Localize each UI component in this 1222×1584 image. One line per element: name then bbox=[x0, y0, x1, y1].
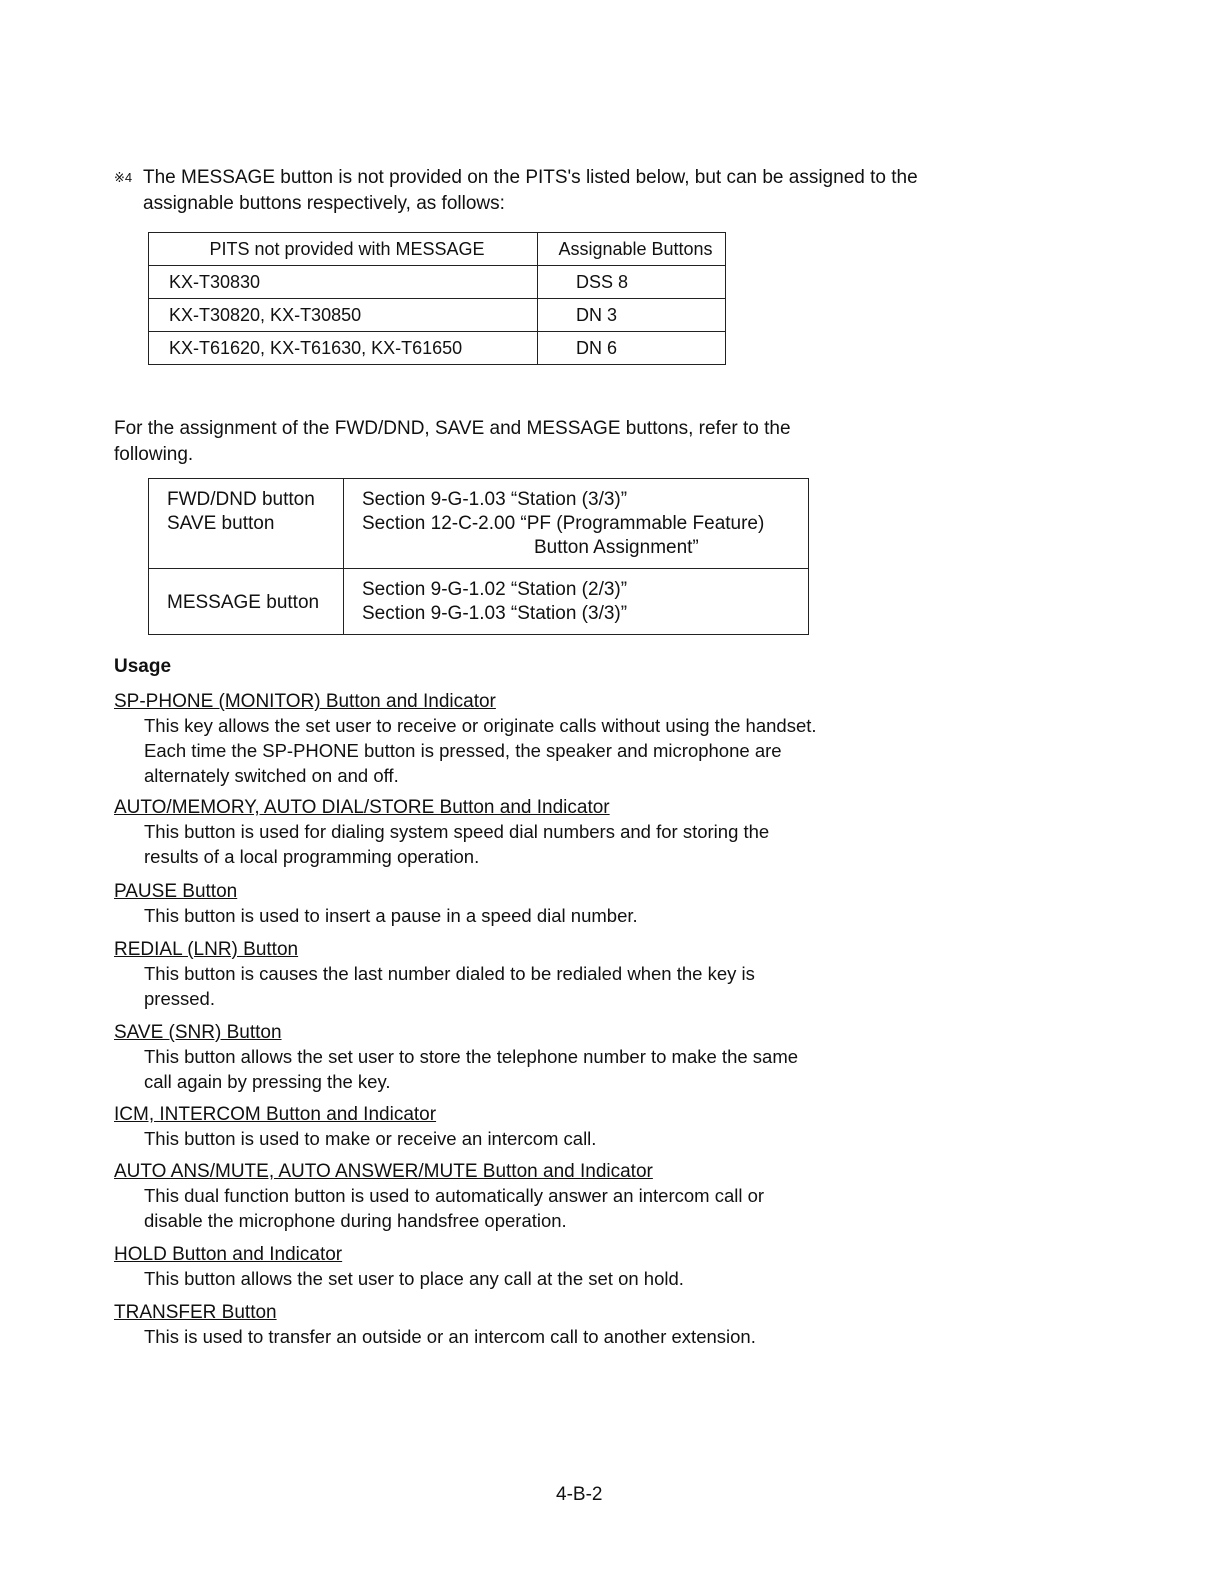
entry-description bbox=[114, 1324, 904, 1349]
description-line: This dual function button is used to automatically answer an intercom call or bbox=[144, 1185, 765, 1206]
description-line: This button is causes the last number dialed to be redialed when the key is bbox=[144, 963, 755, 984]
description-line: disable the microphone during handsfree operation. bbox=[144, 1210, 567, 1231]
entry-title: SP-PHONE (MONITOR) Button and Indicator bbox=[114, 691, 496, 712]
table-row bbox=[149, 332, 726, 365]
description-line: pressed. bbox=[144, 988, 215, 1009]
section-ref: Section 12-C-2.00 “PF (Programmable Feature) bbox=[362, 513, 765, 534]
entry-title: REDIAL (LNR) Button bbox=[114, 939, 299, 960]
button-name: MESSAGE button bbox=[167, 592, 320, 613]
description-line: This button is used for dialing system speed dial numbers and for storing the bbox=[144, 821, 770, 842]
section-refs-cell bbox=[344, 569, 809, 635]
footnote-marker: ※4 bbox=[114, 170, 133, 185]
section-ref: Section 9-G-1.03 “Station (3/3)” bbox=[362, 489, 628, 510]
section-refs-cell bbox=[344, 479, 809, 569]
entry-description bbox=[114, 713, 904, 788]
intro-line-1: For the assignment of the FWD/DND, SAVE and MESSAGE buttons, refer to the bbox=[114, 418, 791, 439]
entry-title: TRANSFER Button bbox=[114, 1302, 277, 1323]
usage-heading: Usage bbox=[114, 656, 172, 677]
entry-description bbox=[114, 1183, 904, 1233]
entry-description bbox=[114, 1126, 904, 1151]
button-names-cell bbox=[149, 479, 344, 569]
entry-description bbox=[114, 1266, 904, 1291]
entry-description bbox=[114, 1044, 904, 1094]
description-line: This is used to transfer an outside or an intercom call to another extension. bbox=[144, 1326, 756, 1347]
header-pits: PITS not provided with MESSAGE bbox=[149, 233, 538, 266]
usage-entry-hold bbox=[114, 1243, 914, 1291]
intro-line-2: following. bbox=[114, 444, 194, 465]
pits-model-cell: KX-T30830 bbox=[149, 266, 538, 299]
assignable-button-cell: DN 6 bbox=[538, 332, 726, 365]
entry-title: HOLD Button and Indicator bbox=[114, 1244, 343, 1265]
assignable-button-cell: DSS 8 bbox=[538, 266, 726, 299]
entry-description bbox=[114, 903, 904, 928]
usage-entry-transfer bbox=[114, 1301, 914, 1349]
description-line: This button is used to make or receive an intercom call. bbox=[144, 1128, 597, 1149]
entry-title: PAUSE Button bbox=[114, 881, 238, 902]
section-ref: Button Assignment” bbox=[534, 537, 699, 558]
pits-table bbox=[148, 232, 726, 365]
usage-entry-sp-phone bbox=[114, 690, 914, 788]
usage-entry-auto-memory bbox=[114, 796, 914, 869]
description-line: This button allows the set user to place any call at the set on hold. bbox=[144, 1268, 684, 1289]
footnote-line-2: assignable buttons respectively, as follows: bbox=[143, 193, 505, 214]
button-name: SAVE button bbox=[167, 513, 275, 534]
button-names-cell bbox=[149, 569, 344, 635]
assignable-button-cell: DN 3 bbox=[538, 299, 726, 332]
assignment-intro bbox=[114, 416, 874, 468]
table-row bbox=[149, 299, 726, 332]
usage-entry-auto-ans bbox=[114, 1160, 914, 1233]
description-line: results of a local programming operation. bbox=[144, 846, 480, 867]
table-row bbox=[149, 479, 809, 569]
entry-title: AUTO ANS/MUTE, AUTO ANSWER/MUTE Button and Indicator bbox=[114, 1161, 653, 1182]
table-row bbox=[149, 266, 726, 299]
pits-model-cell: KX-T61620, KX-T61630, KX-T61650 bbox=[149, 332, 538, 365]
pits-model-cell: KX-T30820, KX-T30850 bbox=[149, 299, 538, 332]
footnote-line-1: The MESSAGE button is not provided on the PITS's listed below, but can be assigned to the bbox=[143, 167, 918, 188]
usage-entry-pause bbox=[114, 880, 914, 928]
page-number: 4-B-2 bbox=[556, 1484, 603, 1505]
description-line: This button allows the set user to store the telephone number to make the same bbox=[144, 1046, 799, 1067]
entry-description bbox=[114, 961, 904, 1011]
usage-entry-save bbox=[114, 1021, 914, 1094]
entry-title: AUTO/MEMORY, AUTO DIAL/STORE Button and Indicator bbox=[114, 797, 610, 818]
description-line: This button is used to insert a pause in a speed dial number. bbox=[144, 905, 638, 926]
button-name: FWD/DND button bbox=[167, 489, 315, 510]
entry-description bbox=[114, 819, 904, 869]
reference-table bbox=[148, 478, 809, 635]
description-line: call again by pressing the key. bbox=[144, 1071, 391, 1092]
usage-entry-icm bbox=[114, 1103, 914, 1151]
section-ref: Section 9-G-1.03 “Station (3/3)” bbox=[362, 603, 628, 624]
description-line: Each time the SP-PHONE button is pressed, the speaker and microphone are bbox=[144, 740, 782, 761]
description-line: This key allows the set user to receive or originate calls without using the handset. bbox=[144, 715, 817, 736]
table-header-row bbox=[149, 233, 726, 266]
usage-entry-redial bbox=[114, 938, 914, 1011]
entry-title: SAVE (SNR) Button bbox=[114, 1022, 282, 1043]
table-row bbox=[149, 569, 809, 635]
entry-title: ICM, INTERCOM Button and Indicator bbox=[114, 1104, 437, 1125]
description-line: alternately switched on and off. bbox=[144, 765, 399, 786]
header-assignable: Assignable Buttons bbox=[538, 233, 726, 266]
section-ref: Section 9-G-1.02 “Station (2/3)” bbox=[362, 579, 628, 600]
